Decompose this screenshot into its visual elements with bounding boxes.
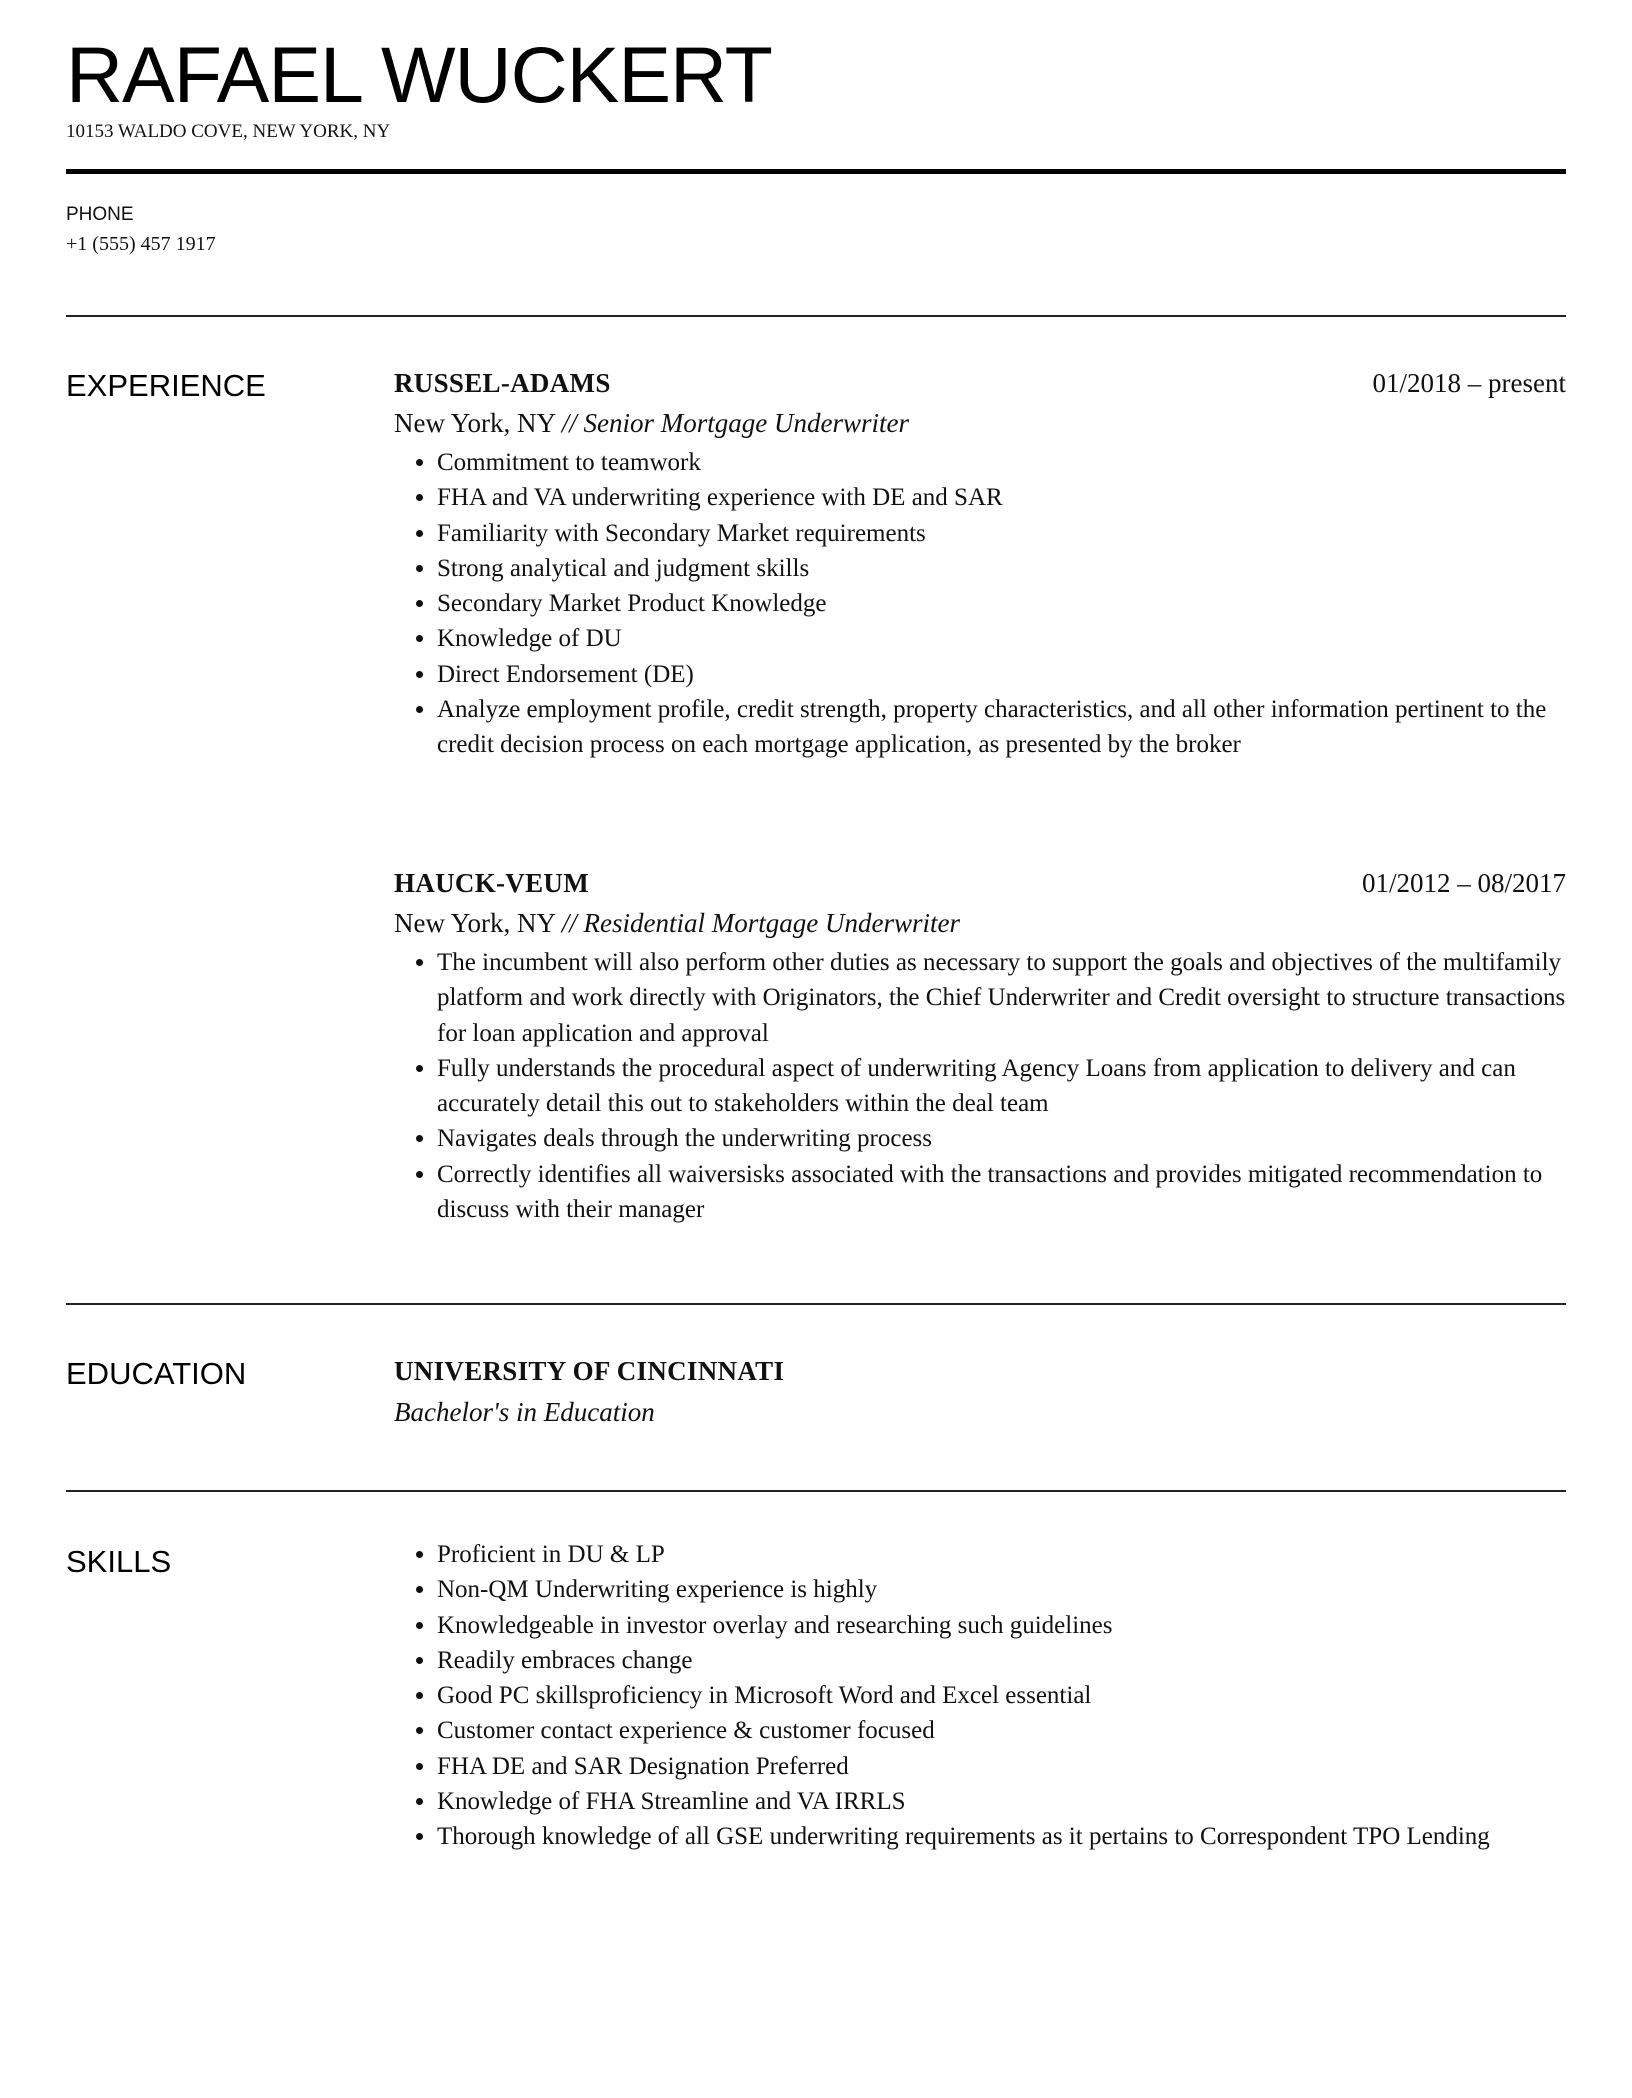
school-name: UNIVERSITY OF CINCINNATI [394,1356,785,1386]
skill-item: • Good PC skillsproficiency in Microsoft Word and Excel essential [437,1678,1566,1713]
job-role: Senior Mortgage Underwriter [583,408,910,438]
job-bullet: • The incumbent will also perform other duties as necessary to support the goals and objectives of the multifamily platform and work directly with Originators, the Chief Underwriter and Credit oversight to structure transactions for loan application and approval [437,945,1566,1051]
job-company: RUSSEL-ADAMS [394,368,611,398]
education-heading: EDUCATION [66,1356,247,1391]
experience-divider [66,1303,1566,1305]
job-bullet: • Navigates deals through the underwriting process [437,1121,1566,1156]
skills-list-wrapper [394,1537,1566,1855]
skill-item: • Customer contact experience & customer focused [437,1713,1566,1748]
job-subline [394,905,1566,941]
job-entry [394,365,1566,763]
skill-item: • Thorough knowledge of all GSE underwriting requirements as it pertains to Correspondent TPO Lending [437,1819,1566,1854]
phone-label: PHONE [66,204,134,225]
skill-item: • Knowledgeable in investor overlay and researching such guidelines [437,1608,1566,1643]
skill-item: • Readily embraces change [437,1643,1566,1678]
job-bullet: • Correctly identifies all waiversisks associated with the transactions and provides mitigated recommendation to discuss with their manager [437,1157,1566,1228]
job-company: HAUCK-VEUM [394,868,589,898]
skills-heading: SKILLS [66,1544,172,1579]
skill-item: • Non-QM Underwriting experience is highly [437,1572,1566,1607]
job-bullet: • Familiarity with Secondary Market requirements [437,516,1566,551]
candidate-name: RAFAEL WUCKERT [66,30,772,119]
skill-item: • Proficient in DU & LP [437,1537,1566,1572]
job-bullet: • Strong analytical and judgment skills [437,551,1566,586]
contact-divider [66,315,1566,317]
job-separator: // [561,408,577,438]
job-subline [394,405,1566,441]
header-divider [66,169,1566,174]
resume-page [66,0,1566,2098]
skills-list [394,1537,1566,1855]
job-bullets [394,445,1566,763]
job-bullet: • Secondary Market Product Knowledge [437,586,1566,621]
candidate-address: 10153 WALDO COVE, NEW YORK, NY [66,121,391,142]
phone-number: +1 (555) 457 1917 [66,233,216,255]
job-header [394,365,1566,405]
education-divider [66,1490,1566,1492]
job-role: Residential Mortgage Underwriter [583,908,960,938]
job-location: New York, NY [394,908,556,938]
job-bullet: • Direct Endorsement (DE) [437,657,1566,692]
job-bullet: • Commitment to teamwork [437,445,1566,480]
education-header [394,1353,1566,1393]
skill-item: • Knowledge of FHA Streamline and VA IRRLS [437,1784,1566,1819]
job-entry [394,865,1566,1227]
job-bullet: • Fully understands the procedural aspect of underwriting Agency Loans from application to delivery and can accurately detail this out to stakeholders within the deal team [437,1051,1566,1122]
job-bullet: • Knowledge of DU [437,621,1566,656]
education-entry [394,1353,1566,1431]
job-dates: 01/2012 – 08/2017 [1361,868,1566,898]
job-dates: 01/2018 – present [1372,368,1566,398]
job-separator: // [561,908,577,938]
job-location: New York, NY [394,408,556,438]
job-header [394,865,1566,905]
job-bullet: • FHA and VA underwriting experience with DE and SAR [437,480,1566,515]
job-bullet: • Analyze employment profile, credit strength, property characteristics, and all other information pertinent to the credit decision process on each mortgage application, as presented by the broker [437,692,1566,763]
degree: Bachelor's in Education [394,1397,655,1427]
experience-heading: EXPERIENCE [66,368,266,403]
job-bullets [394,945,1566,1227]
skill-item: • FHA DE and SAR Designation Preferred [437,1749,1566,1784]
